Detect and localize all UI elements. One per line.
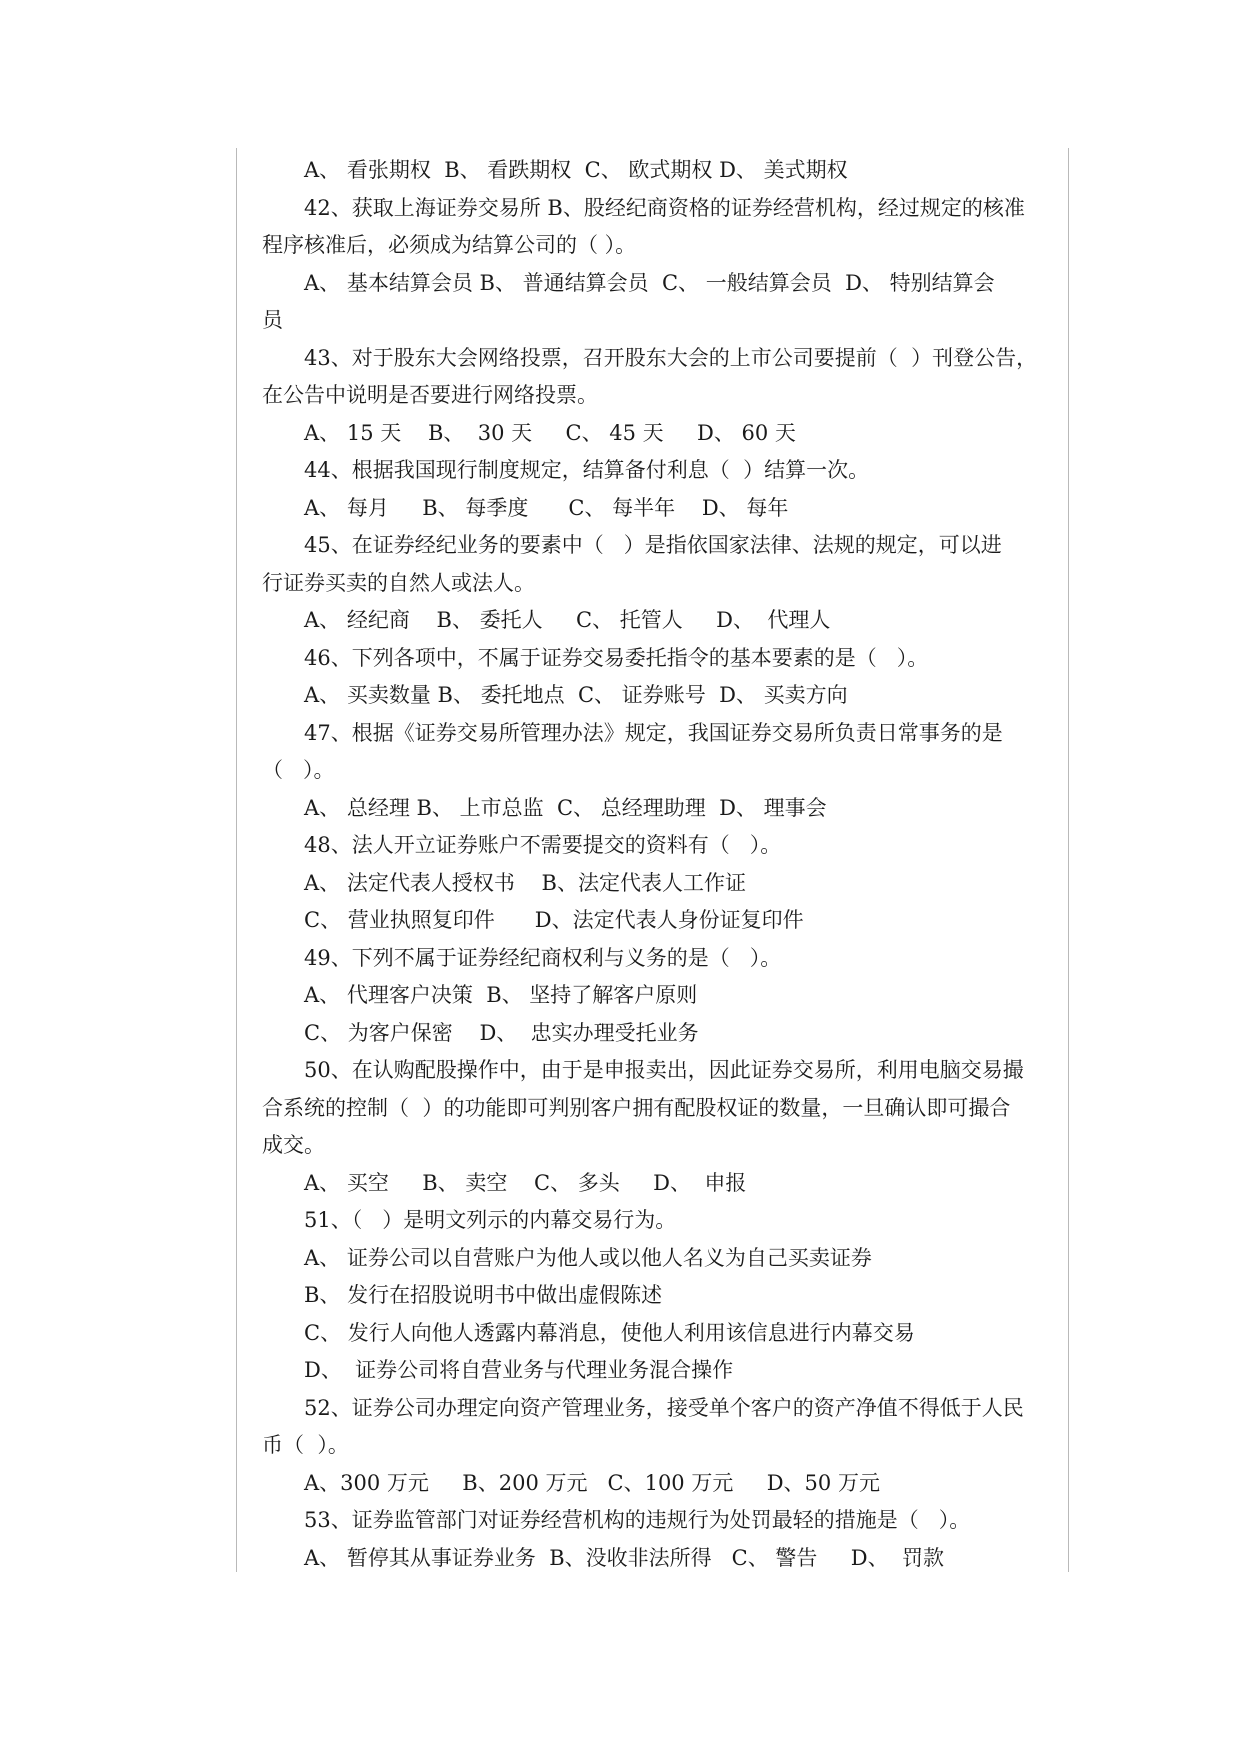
text-line: 合系统的控制（ ）的功能即可判别客户拥有配股权证的数量，一旦确认即可撮合 (262, 1095, 1011, 1120)
text-line: 行证券买卖的自然人或法人。 (262, 570, 535, 595)
text-line: 46、下列各项中，不属于证券交易委托指令的基本要素的是（ ）。 (304, 645, 929, 670)
text-line: C、 营业执照复印件 D、法定代表人身份证复印件 (304, 908, 804, 932)
text-line: B、 发行在招股说明书中做出虚假陈述 (304, 1283, 663, 1307)
text-line: 45、在证券经纪业务的要素中（ ）是指依国家法律、法规的规定，可以进 (304, 533, 1002, 557)
document-body (262, 152, 1062, 1577)
page-border-right (1068, 148, 1069, 1572)
text-line: 在公告中说明是否要进行网络投票。 (262, 383, 598, 407)
text-line: 49、下列不属于证券经纪商权利与义务的是（ ）。 (304, 945, 782, 970)
text-line: A、300 万元 B、200 万元 C、100 万元 D、50 万元 (304, 1470, 880, 1495)
text-line: C、 发行人向他人透露内幕消息，使他人利用该信息进行内幕交易 (304, 1320, 915, 1345)
text-line: A、 买空 B、 卖空 C、 多头 D、 申报 (304, 1170, 747, 1195)
text-line: 成交。 (262, 1133, 325, 1157)
text-line: D、 证券公司将自营业务与代理业务混合操作 (304, 1358, 734, 1382)
text-line: 48、法人开立证券账户不需要提交的资料有（ ）。 (304, 833, 782, 857)
text-line: A、 买卖数量 B、 委托地点 C、 证券账号 D、 买卖方向 (304, 683, 848, 707)
text-line: （ ）。 (262, 758, 335, 782)
text-line: A、 基本结算会员 B、 普通结算会员 C、 一般结算会员 D、 特别结算会 (304, 270, 995, 295)
text-line: A、 看张期权 B、 看跌期权 C、 欧式期权 D、 美式期权 (304, 158, 848, 182)
text-line: 47、根据《证券交易所管理办法》规定，我国证券交易所负责日常事务的是 (304, 720, 1003, 745)
text-line: 53、证券监管部门对证券经营机构的违规行为处罚最轻的措施是（ ）。 (304, 1508, 971, 1532)
text-line: 51、（ ）是明文列示的内幕交易行为。 (304, 1208, 677, 1232)
text-line: A、 每月 B、 每季度 C、 每半年 D、 每年 (304, 495, 789, 520)
page-border-left (236, 148, 237, 1572)
text-line: 员 (262, 308, 283, 332)
text-line: 42、获取上海证券交易所 B、股经纪商资格的证券经营机构，经过规定的核准 (304, 195, 1025, 220)
text-line: C、 为客户保密 D、 忠实办理受托业务 (304, 1020, 699, 1045)
text-line: 程序核准后，必须成为结算公司的（ ）。 (262, 233, 637, 257)
text-line: 50、在认购配股操作中，由于是申报卖出，因此证券交易所，利用电脑交易撮 (304, 1058, 1024, 1082)
text-line: A、 证券公司以自营账户为他人或以他人名义为自己买卖证券 (304, 1245, 872, 1270)
text-line: A、 法定代表人授权书 B、法定代表人工作证 (304, 870, 746, 895)
text-line: A、 经纪商 B、 委托人 C、 托管人 D、 代理人 (304, 608, 831, 632)
text-line: 币（ ）。 (262, 1433, 349, 1457)
text-line: A、 代理客户决策 B、 坚持了解客户原则 (304, 983, 698, 1007)
text-line: A、 暂停其从事证券业务 B、没收非法所得 C、 警告 D、 罚款 (304, 1545, 944, 1570)
text-line: A、 15 天 B、 30 天 C、 45 天 D、 60 天 (304, 420, 796, 445)
text-line: 43、对于股东大会网络投票，召开股东大会的上市公司要提前（ ）刊登公告， (304, 345, 1038, 370)
text-line: 52、证券公司办理定向资产管理业务，接受单个客户的资产净值不得低于人民 (304, 1395, 1024, 1420)
text-line: 44、根据我国现行制度规定，结算备付利息（ ）结算一次。 (304, 458, 870, 482)
text-line: A、 总经理 B、 上市总监 C、 总经理助理 D、 理事会 (304, 795, 827, 820)
